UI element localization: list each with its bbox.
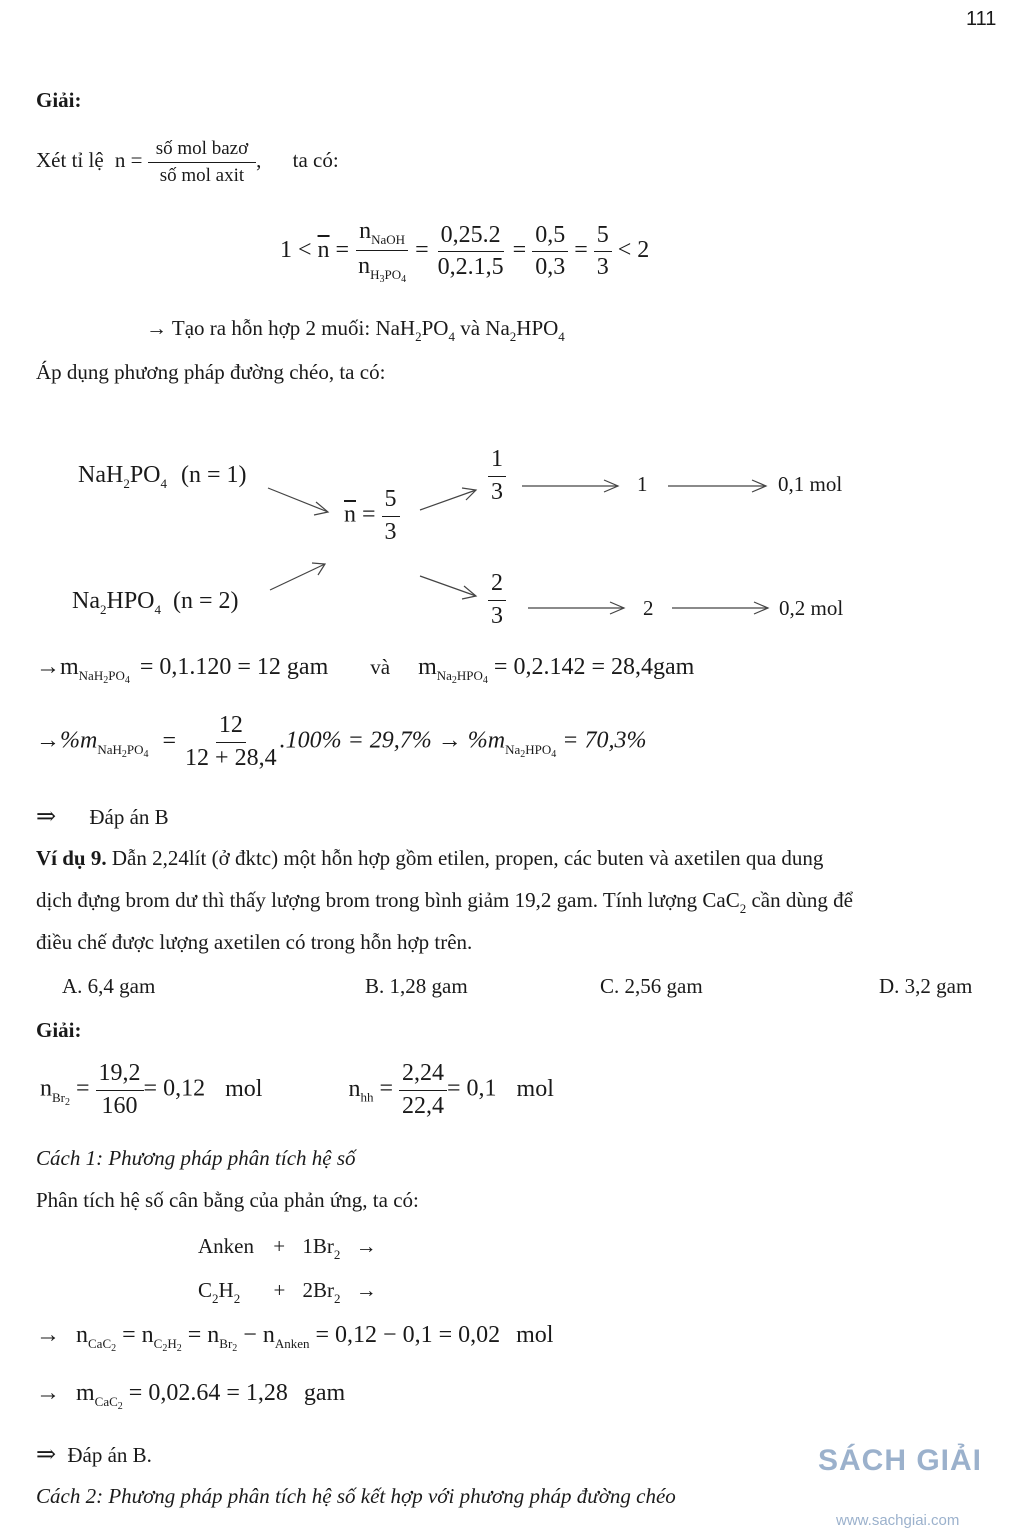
ineq-naoh [356, 218, 408, 251]
ineq-eq: = [335, 237, 350, 264]
ineq-eq: = [415, 237, 429, 264]
m-symbol: m [60, 654, 79, 680]
implies-icon: ⇒ [36, 804, 57, 830]
bottom-frac [488, 570, 506, 630]
center-num: 5 [382, 486, 400, 517]
subscript: CaC [94, 1394, 118, 1409]
percent-m: %m [467, 727, 506, 754]
example-line-2 [36, 888, 853, 917]
subscript: 2 [117, 1401, 123, 1412]
percent-result: .100% = 29,7% [279, 727, 432, 754]
salt-1 [78, 462, 247, 492]
ratio-suffix: ta có: [292, 148, 339, 173]
bottom-den: 3 [491, 602, 503, 629]
option-d: D. 3,2 gam [879, 974, 973, 998]
arrow-icon: → [36, 1380, 60, 1406]
watermark-logo: SÁCH GIẢI [818, 1444, 983, 1477]
subscript: 2 [212, 1291, 219, 1306]
ineq-frac-2-den: 0,3 [535, 254, 566, 281]
reactant: C [198, 1278, 213, 1302]
m-symbol: m [418, 654, 437, 680]
po-sub-4: 4 [401, 273, 407, 285]
arrow-icon: → [36, 1322, 60, 1348]
ineq-frac-1 [435, 222, 507, 282]
subscript: 2 [103, 675, 109, 686]
br2-den: 160 [101, 1092, 138, 1119]
reactant: Anken [198, 1234, 254, 1258]
br2-value: = 0,12 [143, 1075, 206, 1102]
minus: − [243, 1322, 257, 1348]
subscript: 2 [232, 1343, 238, 1354]
arrow-icon: → [36, 727, 60, 754]
example-label: Ví dụ 9. [36, 846, 107, 870]
arrow-icon: → [355, 1234, 377, 1258]
percent-den: 12 + 28,4 [185, 744, 277, 771]
arrow-icon: → [36, 654, 60, 680]
subscript: Br [52, 1089, 65, 1105]
n-symbol: n [141, 1322, 154, 1348]
percent-m: %m [60, 727, 98, 754]
top-mid-value: 1 [637, 472, 648, 496]
arrow-icon: → [355, 1278, 377, 1302]
implies-icon: ⇒ [36, 1442, 57, 1468]
subscript: 4 [124, 675, 130, 686]
salt-1-text: NaH [78, 462, 124, 488]
watermark-url: www.sachgiai.com [836, 1512, 960, 1529]
center-den: 3 [384, 518, 397, 545]
subscript: NaH [78, 668, 104, 683]
result-text-4: HPO [516, 316, 559, 340]
gram-unit: gam [303, 1380, 346, 1406]
answer-2-text: Đáp án B. [67, 1443, 152, 1467]
subscript: 2 [99, 602, 107, 617]
ratio-prefix: Xét tỉ lệ [36, 148, 104, 173]
subscript: 2 [123, 476, 130, 491]
mass-line [36, 654, 694, 686]
mass-2-value: = 0,2.142 = 28,4gam [493, 654, 695, 680]
top-frac [488, 446, 506, 506]
analysis-line: Phân tích hệ số cân bằng của phản ứng, ta có: [36, 1188, 419, 1212]
salt-result-line [146, 316, 565, 345]
arrow-icon: → [437, 727, 462, 754]
subscript: HPO [456, 668, 483, 683]
mol-unit: mol [225, 1075, 263, 1102]
eq: = [76, 1075, 90, 1102]
plus: + [273, 1234, 286, 1258]
hh-num: 2,24 [399, 1060, 447, 1091]
subscript: CaC [88, 1336, 112, 1351]
mol-unit: mol [516, 1322, 554, 1348]
subscript: 2 [65, 1096, 70, 1108]
n-symbol: n [207, 1322, 220, 1348]
result-text: Tạo ra hỗn hợp 2 muối: NaH [171, 316, 416, 340]
n-symbol: n [76, 1322, 88, 1348]
subscript: 4 [160, 476, 168, 491]
arrow-line [270, 564, 325, 590]
answer-2 [36, 1440, 152, 1469]
subscript: 2 [333, 1247, 341, 1262]
hh-den: 22,4 [401, 1092, 444, 1119]
subscript: 2 [739, 901, 747, 916]
ineq-frac-moles [355, 218, 409, 285]
ineq-frac-2 [532, 222, 568, 282]
page-number: 111 [966, 8, 997, 30]
percent-2-value: = 70,3% [562, 727, 647, 754]
center-nbar: $\overline{n}$ [344, 501, 356, 528]
subscript: 2 [334, 1291, 341, 1306]
reaction-1 [198, 1234, 377, 1263]
ratio-fraction [148, 138, 256, 187]
reactant: 1Br [302, 1234, 334, 1258]
subscript: Na [436, 668, 452, 683]
result-text-2: PO [421, 316, 449, 340]
ineq-frac-3-den: 3 [596, 254, 609, 281]
subscript: 4 [558, 329, 565, 344]
example-line-1 [36, 846, 823, 871]
arrowhead-icon [462, 586, 476, 599]
mass-1-value: = 0,1.120 = 12 gam [139, 654, 329, 680]
subscript: 2 [111, 1343, 117, 1354]
ratio-n: n = [114, 148, 143, 173]
ineq-lower: 1 < [280, 237, 312, 264]
example-text: Dẫn 2,24lít (ở đktc) một hỗn hợp gồm etilen, propen, các buten và axetilen qua dung [106, 846, 824, 870]
subscript: 2 [121, 748, 127, 760]
ineq-h3po4 [355, 251, 409, 286]
ineq-upper: < 2 [617, 237, 650, 264]
eq: = [379, 1075, 393, 1102]
bottom-num: 2 [488, 570, 506, 601]
subscript: 2 [233, 1291, 241, 1306]
n-symbol: n [262, 1322, 275, 1348]
subscript: HPO [525, 741, 552, 757]
center-fraction [382, 486, 400, 546]
arrow-line [420, 576, 476, 596]
reactant: 2Br [302, 1278, 335, 1302]
ineq-frac-3-num: 5 [594, 222, 612, 253]
salt-2-text: Na [72, 588, 100, 614]
eq: = [162, 727, 177, 754]
subscript: 2 [162, 1343, 168, 1354]
subscript: PO [126, 741, 144, 757]
h-sub: H [370, 266, 380, 282]
n-symbol: n [40, 1075, 52, 1102]
result-text-3: và Na [454, 316, 510, 340]
cac2-mass-line [36, 1380, 345, 1412]
bottom-fraction [488, 570, 506, 630]
naoh-sub: NaOH [371, 232, 406, 247]
acetylene-moles-line [36, 1322, 553, 1354]
subscript: 4 [482, 675, 488, 686]
plus: + [273, 1278, 286, 1302]
ratio-inequality [280, 218, 649, 285]
n-symbol: n [348, 1075, 361, 1102]
option-c: C. 2,56 gam [600, 974, 703, 998]
subscript: 4 [551, 748, 557, 760]
solution-heading: Giải: [36, 88, 82, 112]
answer-1-text: Đáp án B [89, 805, 169, 829]
subscript: hh [360, 1089, 374, 1105]
example-line-3: điều chế được lượng axetilen có trong hỗn hợp trên. [36, 930, 473, 954]
ratio-comma: , [256, 148, 262, 173]
eq: = [187, 1322, 202, 1348]
example-text: dịch đựng brom dư thì thấy lượng brom trong bình giảm 19,2 gam. Tính lượng CaC [36, 888, 740, 912]
ratio-denominator: số mol axit [159, 164, 245, 186]
cac2-mass-value: = 0,02.64 = 1,28 [128, 1380, 288, 1406]
top-den: 3 [491, 478, 503, 505]
top-num: 1 [488, 446, 506, 477]
moles-calc-line [40, 1060, 554, 1120]
subscript: 4 [448, 329, 455, 344]
mol-unit: mol [516, 1075, 554, 1102]
subscript: C [153, 1336, 163, 1351]
ineq-eq: = [574, 237, 588, 264]
percent-line [36, 712, 646, 772]
reactant: H [218, 1278, 234, 1302]
answer-1 [36, 802, 169, 831]
subscript: Anken [274, 1336, 310, 1351]
option-b: B. 1,28 gam [365, 974, 468, 998]
percent-fraction [182, 712, 280, 772]
eq: = [122, 1322, 136, 1348]
ineq-frac-1-den: 0,2.1,5 [437, 254, 504, 281]
subscript: 2 [509, 329, 517, 344]
ratio-definition [36, 138, 339, 187]
subscript: H [167, 1336, 177, 1351]
center-eq: = [362, 501, 376, 528]
ineq-frac-2-num: 0,5 [532, 222, 568, 253]
arrowhead-icon [314, 502, 328, 515]
salt-2 [72, 588, 239, 618]
subscript: 4 [143, 748, 149, 760]
hh-value: = 0,1 [446, 1075, 497, 1102]
po-sub: PO [384, 266, 402, 282]
subscript: 2 [176, 1343, 182, 1354]
h-sub-3: 3 [379, 273, 385, 285]
option-a: A. 6,4 gam [62, 974, 156, 998]
n-symbol: n [358, 252, 371, 279]
percent-num: 12 [216, 712, 246, 743]
subscript: Br [219, 1336, 233, 1351]
method-2-heading: Cách 2: Phương pháp phân tích hệ số kết hợp với phương pháp đường chéo [36, 1484, 676, 1508]
top-mol-value: 0,1 mol [778, 472, 843, 496]
ineq-nbar: $\overline{n}$ [317, 237, 330, 264]
and-word: và [370, 655, 391, 679]
arrow-icon: → [146, 316, 167, 340]
subscript: NaH [97, 741, 122, 757]
n-symbol: n [359, 218, 372, 244]
subscript: Na [505, 741, 521, 757]
method-1-heading: Cách 1: Phương pháp phân tích hệ số [36, 1146, 356, 1170]
salt-2-text: HPO [106, 588, 155, 614]
solution-heading-2: Giải: [36, 1018, 82, 1042]
salt-1-text: PO [129, 462, 161, 488]
subscript: 2 [415, 329, 422, 344]
subscript: 2 [451, 675, 457, 686]
salt-2-n: (n = 2) [173, 588, 239, 614]
salt-1-n: (n = 1) [181, 462, 247, 488]
ratio-numerator: số mol bazơ [148, 138, 256, 163]
subscript: PO [108, 668, 125, 683]
example-text: cần dùng để [746, 888, 853, 912]
reaction-2 [198, 1278, 377, 1307]
m-symbol: m [76, 1380, 95, 1406]
hh-fraction [399, 1060, 447, 1120]
arrow-line [420, 490, 476, 510]
acetylene-moles-value: = 0,12 − 0,1 = 0,02 [315, 1322, 501, 1348]
top-fraction [488, 446, 506, 506]
ineq-frac-1-num: 0,25.2 [438, 222, 504, 253]
bottom-mol-value: 0,2 mol [779, 596, 844, 620]
ineq-frac-3 [594, 222, 612, 282]
center-value [344, 486, 400, 546]
br2-num: 19,2 [96, 1060, 144, 1091]
arrow-line [268, 488, 328, 512]
br2-fraction [96, 1060, 144, 1120]
subscript: 2 [520, 748, 526, 760]
apply-method-line: Áp dụng phương pháp đường chéo, ta có: [36, 360, 386, 384]
ineq-eq: = [512, 237, 527, 264]
bottom-mid-value: 2 [643, 596, 654, 620]
subscript: 4 [154, 602, 161, 617]
